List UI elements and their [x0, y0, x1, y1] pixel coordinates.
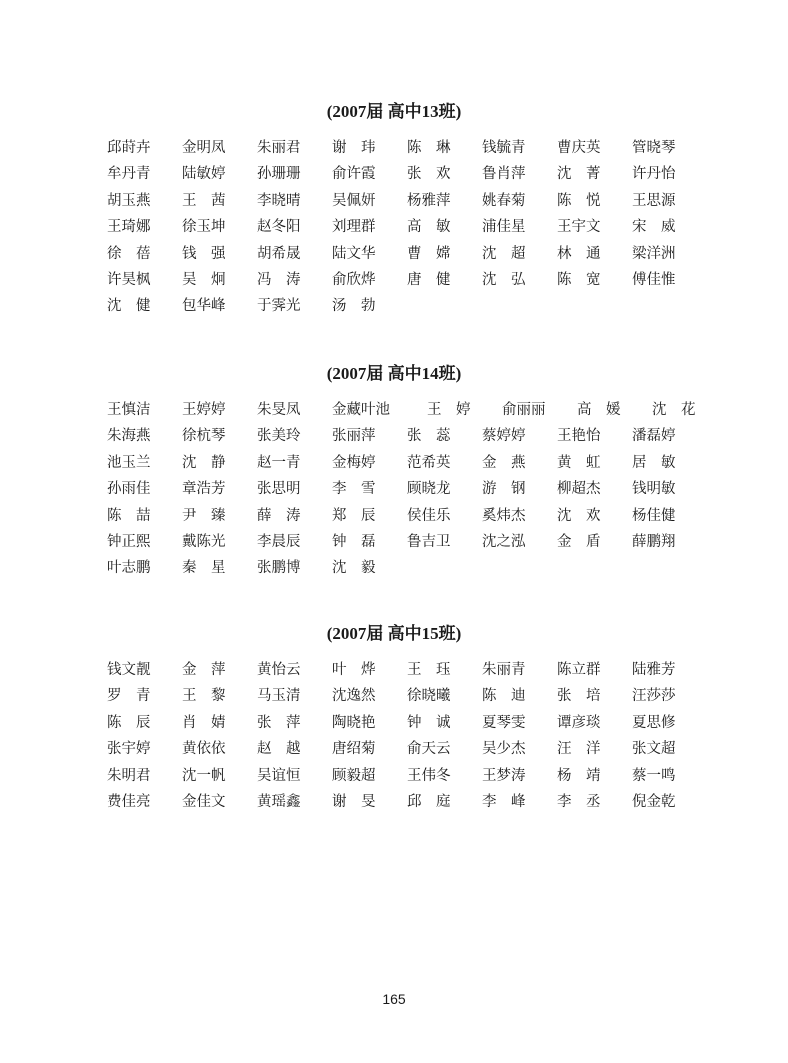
student-name: 俞欣烨: [332, 271, 376, 288]
student-name: 钱文靓: [107, 662, 151, 678]
student-name: 金佳文: [182, 793, 226, 810]
student-name: 奚炜杰: [482, 507, 526, 524]
student-name: 朱丽青: [482, 662, 526, 678]
student-name: 徐玉坤: [182, 219, 226, 236]
student-name: 顾晓龙: [407, 481, 451, 498]
student-name: 邱 庭: [407, 793, 451, 810]
student-name: 王 婷: [427, 402, 471, 418]
student-name: 陈 琳: [407, 140, 451, 156]
student-name: 陈立群: [557, 662, 601, 678]
student-name: 刘理群: [332, 219, 376, 236]
student-name: 钟 诚: [407, 714, 451, 731]
student-name: 黄 虹: [557, 454, 601, 471]
name-row: [107, 296, 727, 322]
student-name: 汪莎莎: [632, 688, 676, 705]
student-name: 马玉清: [257, 688, 301, 705]
name-row: [107, 138, 727, 164]
student-name: 俞天云: [407, 741, 451, 758]
student-name: 顾毅超: [332, 767, 376, 784]
student-name: 林 通: [557, 245, 601, 262]
student-name: 居 敏: [632, 454, 676, 471]
student-name: 金 燕: [482, 454, 526, 471]
student-name: 吴佩妍: [332, 192, 376, 209]
student-name: 王思源: [632, 192, 676, 209]
student-name: 李 雪: [332, 481, 376, 498]
student-name: 黄依依: [182, 741, 226, 758]
student-name: 吴谊恒: [257, 767, 301, 784]
student-name: 朱丽君: [257, 140, 301, 156]
student-name: 钟 磊: [332, 533, 376, 550]
page-number: 165: [382, 991, 406, 1007]
student-name: 冯 涛: [257, 271, 301, 288]
student-name: 肖 婧: [182, 714, 226, 731]
name-row: [107, 739, 727, 765]
student-name: 王婷婷: [182, 402, 226, 418]
student-name: 杨佳健: [632, 507, 676, 524]
student-name: 李晓晴: [257, 192, 301, 209]
student-name: 唐 健: [407, 271, 451, 288]
student-name: 王艳怡: [557, 428, 601, 445]
name-grid: [107, 138, 727, 323]
student-name: 戴陈光: [182, 533, 226, 550]
name-grid: [107, 400, 727, 585]
student-name: 郑 辰: [332, 507, 376, 524]
student-name: 倪金乾: [632, 793, 676, 810]
student-name: 朱明君: [107, 767, 151, 784]
name-row: [107, 766, 727, 792]
student-name: 沈 超: [482, 245, 526, 262]
name-row: [107, 191, 727, 217]
student-name: 管晓琴: [632, 140, 676, 156]
student-name: 徐晓曦: [407, 688, 451, 705]
student-name: 梁洋洲: [632, 245, 676, 262]
student-name: 陈 喆: [107, 507, 151, 524]
name-row: [107, 506, 727, 532]
student-name: 金 盾: [557, 533, 601, 550]
name-row: [107, 426, 727, 452]
student-name: 王 茜: [182, 192, 226, 209]
student-name: 胡希晟: [257, 245, 301, 262]
student-name: 张鹏博: [257, 560, 301, 577]
student-name: 孙雨佳: [107, 481, 151, 498]
student-name: 王琦娜: [107, 219, 151, 236]
student-name: 傅佳惟: [632, 271, 676, 288]
student-name: 钱明敏: [632, 481, 676, 498]
student-name: 曹庆英: [557, 140, 601, 156]
student-name: 唐绍菊: [332, 741, 376, 758]
student-name: 徐杭琴: [182, 428, 226, 445]
student-name: 蔡一鸣: [632, 767, 676, 784]
student-name: 秦 星: [182, 560, 226, 577]
student-name: 于霁光: [257, 298, 301, 315]
name-row: [107, 713, 727, 739]
student-name: 曹 嫦: [407, 245, 451, 262]
student-name: 沈之泓: [482, 533, 526, 550]
student-name: 叶志鹏: [107, 560, 151, 577]
student-name: 汤 勃: [332, 298, 376, 315]
student-name: 沈 毅: [332, 560, 376, 577]
name-row: [107, 660, 727, 686]
student-name: 谢 玮: [332, 140, 376, 156]
student-name: 沈 健: [107, 298, 151, 315]
student-name: 谭彦琰: [557, 714, 601, 731]
name-row: [107, 164, 727, 190]
name-row: [107, 532, 727, 558]
student-name: 杨 靖: [557, 767, 601, 784]
student-name: 张宇婷: [107, 741, 151, 758]
student-name: 邱莳卉: [107, 140, 151, 156]
student-name: 赵一青: [257, 454, 301, 471]
student-name: 王伟冬: [407, 767, 451, 784]
name-row: [107, 400, 727, 426]
student-name: 金藏叶池: [332, 402, 390, 418]
student-name: 张文超: [632, 741, 676, 758]
name-row: [107, 479, 727, 505]
section-title: (2007届 高中15班): [326, 624, 462, 643]
name-row: [107, 270, 727, 296]
student-name: 王梦涛: [482, 767, 526, 784]
student-name: 牟丹青: [107, 166, 151, 183]
name-row: [107, 558, 727, 584]
student-name: 张丽萍: [332, 428, 376, 445]
student-name: 包华峰: [182, 298, 226, 315]
student-name: 浦佳星: [482, 219, 526, 236]
student-name: 金梅婷: [332, 454, 376, 471]
student-name: 吴 炯: [182, 271, 226, 288]
student-name: 俞许霞: [332, 166, 376, 183]
student-name: 陆敏婷: [182, 166, 226, 183]
student-name: 钱 强: [182, 245, 226, 262]
student-name: 罗 青: [107, 688, 151, 705]
student-name: 柳超杰: [557, 481, 601, 498]
student-name: 孙珊珊: [257, 166, 301, 183]
section-title: (2007届 高中14班): [326, 364, 462, 383]
student-name: 陈 宽: [557, 271, 601, 288]
student-name: 侯佳乐: [407, 507, 451, 524]
student-name: 黄怡云: [257, 662, 301, 678]
student-name: 费佳亮: [107, 793, 151, 810]
student-name: 赵冬阳: [257, 219, 301, 236]
student-name: 谢 旻: [332, 793, 376, 810]
student-name: 吴少杰: [482, 741, 526, 758]
student-name: 游 钢: [482, 481, 526, 498]
student-name: 叶 烨: [332, 662, 376, 678]
student-name: 许昊枫: [107, 271, 151, 288]
student-name: 潘磊婷: [632, 428, 676, 445]
student-name: 俞丽丽: [502, 402, 546, 418]
student-name: 蔡婷婷: [482, 428, 526, 445]
student-name: 陆文华: [332, 245, 376, 262]
student-name: 陈 辰: [107, 714, 151, 731]
student-name: 宋 威: [632, 219, 676, 236]
student-name: 朱海燕: [107, 428, 151, 445]
student-name: 王 珏: [407, 662, 451, 678]
student-name: 夏琴雯: [482, 714, 526, 731]
student-name: 范希英: [407, 454, 451, 471]
student-name: 钟正熙: [107, 533, 151, 550]
student-name: 沈 欢: [557, 507, 601, 524]
student-name: 张思明: [257, 481, 301, 498]
student-name: 张美玲: [257, 428, 301, 445]
student-name: 夏思修: [632, 714, 676, 731]
name-row: [107, 244, 727, 270]
student-name: 陶晓艳: [332, 714, 376, 731]
student-name: 黄瑶鑫: [257, 793, 301, 810]
student-name: 朱旻凤: [257, 402, 301, 418]
student-name: 李晨辰: [257, 533, 301, 550]
name-row: [107, 217, 727, 243]
student-name: 徐 蓓: [107, 245, 151, 262]
name-row: [107, 792, 727, 818]
student-name: 王慎洁: [107, 402, 151, 418]
name-row: [107, 686, 727, 712]
student-name: 金 萍: [182, 662, 226, 678]
student-name: 张 萍: [257, 714, 301, 731]
student-name: 杨雅萍: [407, 192, 451, 209]
name-row: [107, 453, 727, 479]
student-name: 沈逸然: [332, 688, 376, 705]
student-name: 尹 臻: [182, 507, 226, 524]
student-name: 赵 越: [257, 741, 301, 758]
student-name: 张 欢: [407, 166, 451, 183]
student-name: 陈 悦: [557, 192, 601, 209]
student-name: 陆雅芳: [632, 662, 676, 678]
student-name: 鲁吉卫: [407, 533, 451, 550]
student-name: 沈 菁: [557, 166, 601, 183]
student-name: 沈一帆: [182, 767, 226, 784]
student-name: 李 峰: [482, 793, 526, 810]
student-name: 陈 迪: [482, 688, 526, 705]
section-title: (2007届 高中13班): [326, 102, 462, 121]
student-name: 沈 弘: [482, 271, 526, 288]
student-name: 高 媛: [577, 402, 621, 418]
student-name: 王宇文: [557, 219, 601, 236]
student-name: 鲁肖萍: [482, 166, 526, 183]
student-name: 沈 花: [652, 402, 696, 418]
student-name: 胡玉燕: [107, 192, 151, 209]
student-name: 钱毓青: [482, 140, 526, 156]
student-name: 李 丞: [557, 793, 601, 810]
student-name: 薛 涛: [257, 507, 301, 524]
student-name: 许丹怡: [632, 166, 676, 183]
student-name: 王 黎: [182, 688, 226, 705]
name-grid: [107, 660, 727, 818]
student-name: 姚春菊: [482, 192, 526, 209]
student-name: 张 蕊: [407, 428, 451, 445]
student-name: 汪 洋: [557, 741, 601, 758]
student-name: 沈 静: [182, 454, 226, 471]
student-name: 高 敏: [407, 219, 451, 236]
student-name: 张 培: [557, 688, 601, 705]
student-name: 薛鹏翔: [632, 533, 676, 550]
student-name: 章浩芳: [182, 481, 226, 498]
student-name: 池玉兰: [107, 454, 151, 471]
student-name: 金明凤: [182, 140, 226, 156]
